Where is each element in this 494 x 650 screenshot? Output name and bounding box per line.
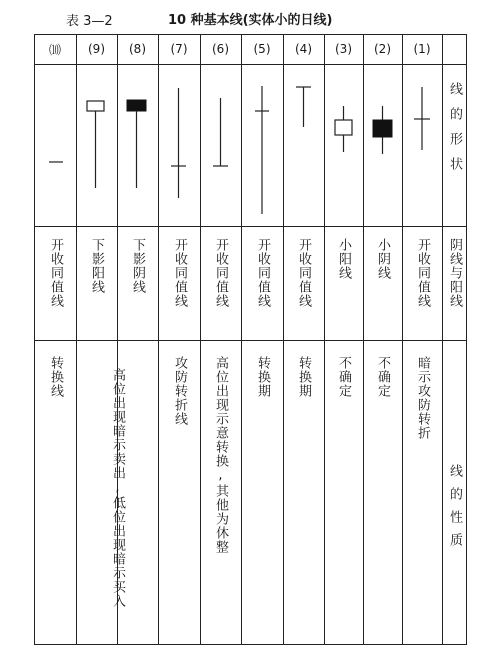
line-type: 开收同值线 (415, 238, 430, 308)
line-nature: 不确定 (375, 356, 390, 398)
column-number: (1) (413, 42, 431, 56)
column-number: (5) (253, 42, 271, 56)
column-3 (324, 34, 363, 645)
inverted-t-icon (200, 64, 241, 226)
line-nature: 不确定 (336, 356, 351, 398)
line-type: 小阳线 (336, 238, 351, 280)
column-1 (402, 34, 442, 645)
column-number: (9) (88, 42, 105, 56)
nature-header-label: 线的性质 (447, 464, 462, 556)
line-nature: 转换期 (255, 356, 270, 398)
line-type: 下影阳线 (89, 238, 104, 294)
column-7 (158, 34, 200, 645)
header-column (442, 34, 467, 645)
line-nature: 暗示攻防转折 (415, 356, 430, 440)
line-type: 开收同值线 (213, 238, 228, 308)
column-number: (4) (295, 42, 312, 56)
shape-header-label: 线的形状 (447, 82, 462, 182)
line-nature: 攻防转折线 (172, 356, 187, 426)
column-number: (3) (335, 42, 352, 56)
line-type: 开收同值线 (48, 238, 63, 308)
hollow-candle-lower-shadow-icon (76, 64, 117, 226)
line-nature: 高位出现示意转换,其他为休整 (213, 356, 228, 554)
column-number: ⑽ (48, 42, 61, 57)
line-type: 开收同值线 (172, 238, 187, 308)
filled-candle-lower-shadow-icon (117, 64, 158, 226)
type-header-label: 阴线与阳线 (447, 238, 462, 308)
line-nature: 高位出现暗示卖出,低位出现暗示买入 (110, 368, 125, 608)
table-title: 10 种基本线(实体小的日线) (168, 13, 333, 28)
line-nature: 转换线 (48, 356, 63, 398)
line-type: 开收同值线 (296, 238, 311, 308)
line-nature: 转换期 (296, 356, 311, 398)
column-5 (241, 34, 283, 645)
column-number: (8) (129, 42, 146, 56)
long-cross-icon (158, 64, 200, 226)
column-number: (2) (374, 42, 391, 56)
line-type: 下影阴线 (130, 238, 145, 294)
small-hollow-candle-icon (324, 64, 363, 226)
line-type: 开收同值线 (255, 238, 270, 308)
line-type: 小阴线 (375, 238, 390, 280)
column-2 (363, 34, 402, 645)
small-filled-candle-icon (363, 64, 402, 226)
table-caption (0, 0, 494, 34)
t-cross-icon (283, 64, 324, 226)
doji-dash-icon (34, 64, 76, 226)
column-number: (6) (212, 42, 229, 56)
column-8 (117, 34, 158, 645)
long-lower-shadow-cross-icon (241, 64, 283, 226)
table-id: 表 3—2 (66, 14, 113, 29)
column-4 (283, 34, 324, 645)
column-10 (34, 34, 76, 645)
cross-icon (402, 64, 442, 226)
column-number: (7) (170, 42, 188, 56)
column-6 (200, 34, 241, 645)
column-9 (76, 34, 125, 645)
candlestick-table (34, 34, 467, 645)
